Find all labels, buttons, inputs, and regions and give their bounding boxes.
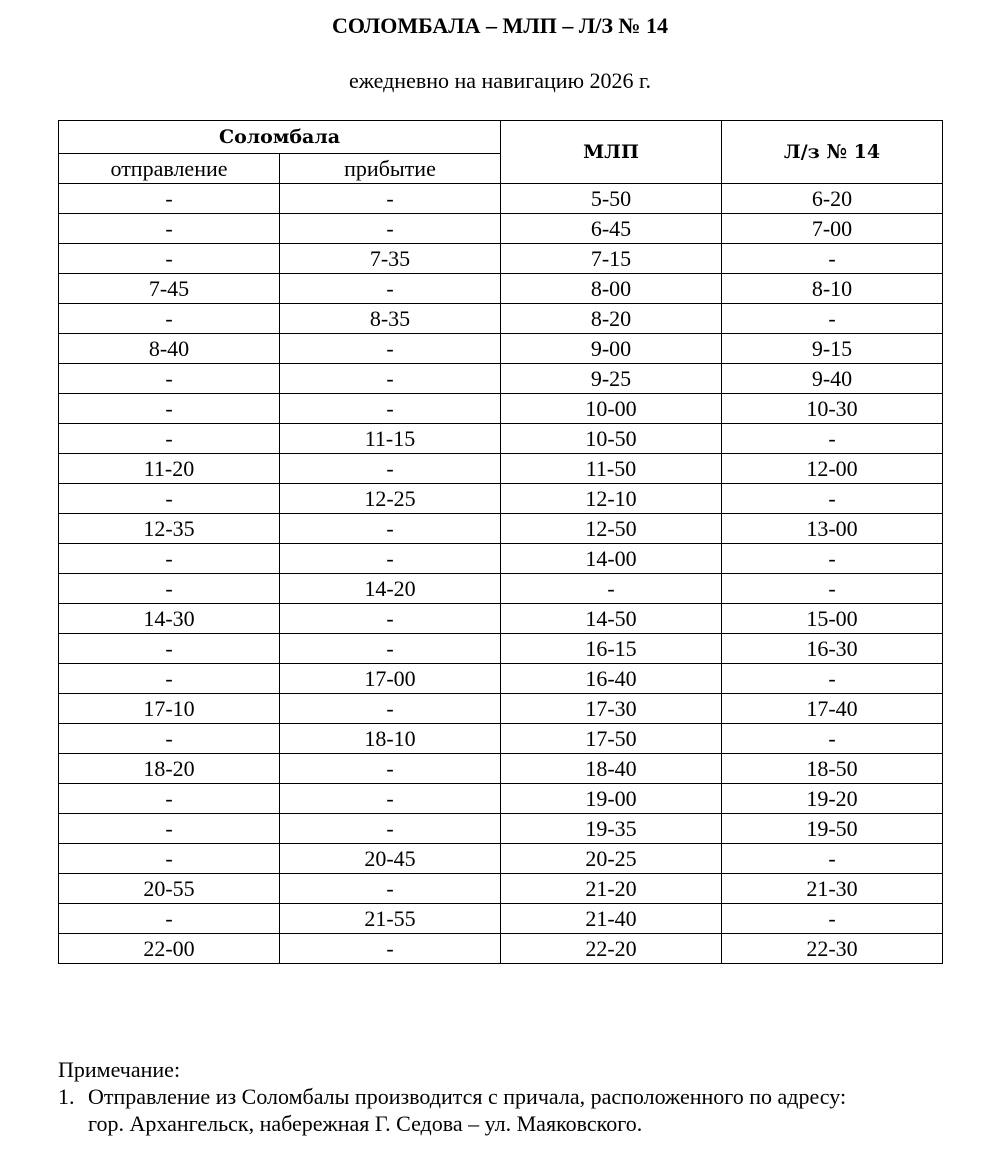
table-row (59, 244, 943, 274)
cell-arrival: 20-45 (280, 844, 501, 874)
note-item-number: 1. (58, 1084, 75, 1109)
cell-lz14: 16-30 (722, 634, 943, 664)
cell-departure: 7-45 (59, 274, 280, 304)
cell-lz14: - (722, 304, 943, 334)
cell-lz14: - (722, 544, 943, 574)
cell-departure: - (59, 394, 280, 424)
table-row (59, 604, 943, 634)
table-row (59, 754, 943, 784)
cell-arrival: - (280, 934, 501, 964)
header-departure: отправление (59, 154, 280, 184)
cell-lz14: - (722, 484, 943, 514)
cell-mlp: 12-50 (501, 514, 722, 544)
cell-mlp: 8-00 (501, 274, 722, 304)
cell-mlp: 21-40 (501, 904, 722, 934)
cell-arrival: - (280, 364, 501, 394)
header-solombala: Соломбала (59, 121, 501, 154)
cell-departure: 14-30 (59, 604, 280, 634)
cell-departure: - (59, 844, 280, 874)
cell-mlp: 8-20 (501, 304, 722, 334)
cell-lz14: 7-00 (722, 214, 943, 244)
cell-departure: - (59, 724, 280, 754)
cell-arrival: - (280, 754, 501, 784)
cell-arrival: 8-35 (280, 304, 501, 334)
cell-departure: 20-55 (59, 874, 280, 904)
cell-arrival: - (280, 634, 501, 664)
cell-lz14: 8-10 (722, 274, 943, 304)
cell-arrival: - (280, 544, 501, 574)
cell-departure: 12-35 (59, 514, 280, 544)
cell-mlp: 12-10 (501, 484, 722, 514)
cell-departure: - (59, 544, 280, 574)
table-row (59, 184, 943, 214)
cell-arrival: - (280, 874, 501, 904)
cell-departure: - (59, 904, 280, 934)
cell-departure: 22-00 (59, 934, 280, 964)
header-lz14: Л/з № 14 (722, 121, 943, 184)
cell-lz14: - (722, 664, 943, 694)
cell-arrival: - (280, 514, 501, 544)
cell-lz14: - (722, 244, 943, 274)
table-row (59, 574, 943, 604)
note-list (58, 1083, 958, 1137)
cell-departure: - (59, 244, 280, 274)
table-row (59, 934, 943, 964)
cell-arrival: 7-35 (280, 244, 501, 274)
table-row (59, 364, 943, 394)
table-row (59, 724, 943, 754)
table-row (59, 484, 943, 514)
cell-lz14: 9-40 (722, 364, 943, 394)
cell-arrival: 18-10 (280, 724, 501, 754)
cell-mlp: 19-00 (501, 784, 722, 814)
table-row (59, 814, 943, 844)
cell-lz14: 9-15 (722, 334, 943, 364)
table-row (59, 394, 943, 424)
table-row (59, 454, 943, 484)
cell-mlp: 5-50 (501, 184, 722, 214)
page-title: СОЛОМБАЛА – МЛП – Л/З № 14 (331, 13, 669, 38)
cell-mlp: 10-00 (501, 394, 722, 424)
cell-departure: - (59, 634, 280, 664)
table-row (59, 664, 943, 694)
table-row (59, 514, 943, 544)
cell-departure: - (59, 814, 280, 844)
schedule-table (58, 120, 943, 964)
table-row (59, 874, 943, 904)
cell-lz14: - (722, 424, 943, 454)
note-item-line-1: Отправление из Соломбалы производится с причала, расположенного по адресу: (88, 1084, 847, 1109)
cell-mlp: 11-50 (501, 454, 722, 484)
cell-mlp: - (501, 574, 722, 604)
cell-arrival: 11-15 (280, 424, 501, 454)
cell-mlp: 14-50 (501, 604, 722, 634)
table-row (59, 214, 943, 244)
cell-mlp: 20-25 (501, 844, 722, 874)
cell-arrival: - (280, 784, 501, 814)
cell-arrival: - (280, 454, 501, 484)
cell-mlp: 7-15 (501, 244, 722, 274)
header-arrival: прибытие (280, 154, 501, 184)
cell-arrival: - (280, 214, 501, 244)
cell-departure: - (59, 214, 280, 244)
cell-arrival: 12-25 (280, 484, 501, 514)
cell-arrival: - (280, 604, 501, 634)
cell-mlp: 22-20 (501, 934, 722, 964)
cell-departure: - (59, 424, 280, 454)
cell-lz14: 18-50 (722, 754, 943, 784)
cell-lz14: 12-00 (722, 454, 943, 484)
table-row (59, 634, 943, 664)
cell-arrival: - (280, 334, 501, 364)
cell-lz14: 6-20 (722, 184, 943, 214)
cell-lz14: 17-40 (722, 694, 943, 724)
table-row (59, 274, 943, 304)
cell-lz14: - (722, 904, 943, 934)
cell-departure: 18-20 (59, 754, 280, 784)
table-row (59, 904, 943, 934)
cell-mlp: 9-25 (501, 364, 722, 394)
cell-arrival: 17-00 (280, 664, 501, 694)
note-item-line-2: гор. Архангельск, набережная Г. Седова – ул. Маяковского. (88, 1111, 643, 1136)
cell-departure: - (59, 574, 280, 604)
cell-mlp: 18-40 (501, 754, 722, 784)
page-subtitle: ежедневно на навигацию 2026 г. (348, 68, 652, 93)
cell-departure: 17-10 (59, 694, 280, 724)
cell-lz14: - (722, 574, 943, 604)
table-row (59, 424, 943, 454)
table-row (59, 304, 943, 334)
cell-lz14: 13-00 (722, 514, 943, 544)
cell-arrival: - (280, 274, 501, 304)
cell-mlp: 16-40 (501, 664, 722, 694)
cell-departure: - (59, 784, 280, 814)
cell-arrival: - (280, 814, 501, 844)
cell-departure: - (59, 484, 280, 514)
cell-mlp: 9-00 (501, 334, 722, 364)
header-mlp: МЛП (501, 121, 722, 184)
cell-mlp: 14-00 (501, 544, 722, 574)
table-row (59, 784, 943, 814)
cell-mlp: 16-15 (501, 634, 722, 664)
note-section (58, 1056, 958, 1137)
table-row (59, 694, 943, 724)
cell-arrival: 21-55 (280, 904, 501, 934)
cell-departure: 8-40 (59, 334, 280, 364)
cell-lz14: 19-50 (722, 814, 943, 844)
cell-departure: - (59, 664, 280, 694)
cell-mlp: 6-45 (501, 214, 722, 244)
cell-arrival: 14-20 (280, 574, 501, 604)
cell-lz14: 19-20 (722, 784, 943, 814)
cell-lz14: 21-30 (722, 874, 943, 904)
cell-mlp: 17-30 (501, 694, 722, 724)
cell-lz14: - (722, 724, 943, 754)
schedule-body (59, 184, 943, 964)
cell-departure: - (59, 364, 280, 394)
cell-mlp: 21-20 (501, 874, 722, 904)
table-row (59, 844, 943, 874)
cell-arrival: - (280, 184, 501, 214)
cell-lz14: 15-00 (722, 604, 943, 634)
note-item (58, 1083, 958, 1137)
cell-mlp: 17-50 (501, 724, 722, 754)
cell-lz14: - (722, 844, 943, 874)
cell-mlp: 19-35 (501, 814, 722, 844)
cell-mlp: 10-50 (501, 424, 722, 454)
cell-arrival: - (280, 694, 501, 724)
table-row (59, 544, 943, 574)
cell-departure: - (59, 184, 280, 214)
note-heading: Примечание: (58, 1057, 181, 1082)
cell-lz14: 10-30 (722, 394, 943, 424)
cell-departure: 11-20 (59, 454, 280, 484)
cell-arrival: - (280, 394, 501, 424)
cell-lz14: 22-30 (722, 934, 943, 964)
table-row (59, 334, 943, 364)
cell-departure: - (59, 304, 280, 334)
